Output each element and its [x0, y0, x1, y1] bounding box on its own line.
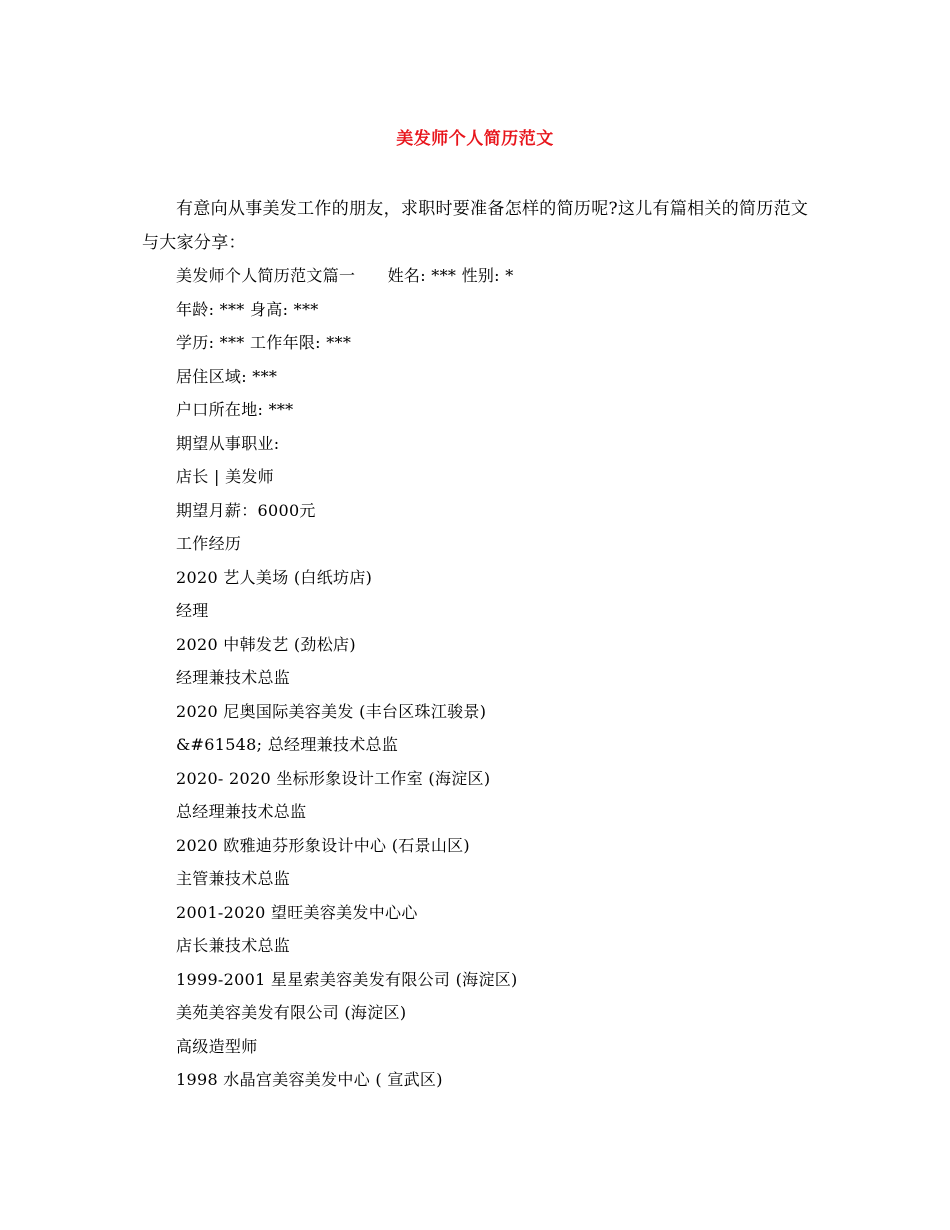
resume-line: 店长兼技术总监	[176, 936, 291, 955]
resume-line: 期望月薪：6000元	[176, 500, 316, 520]
resume-line: 经理	[176, 601, 209, 620]
resume-line: 2020 艺人美场 (白纸坊店)	[176, 567, 373, 587]
resume-line: 工作经历	[176, 534, 242, 553]
resume-line: 2001-2020 望旺美容美发中心心	[176, 902, 418, 922]
resume-line: 学历: *** 工作年限: ***	[176, 333, 352, 352]
resume-line: 高级造型师	[176, 1036, 258, 1056]
resume-line: 美苑美容美发有限公司 (海淀区)	[176, 1003, 407, 1022]
resume-line: 店长 | 美发师	[176, 467, 274, 486]
resume-line: 经理兼技术总监	[176, 668, 291, 687]
resume-line: 1998 水晶宫美容美发中心 ( 宣武区)	[176, 1070, 443, 1089]
resume-lines	[176, 259, 816, 1097]
document-title: 美发师个人简历范文	[396, 129, 554, 149]
resume-line: 2020 中韩发艺 (劲松店)	[176, 634, 356, 654]
resume-line: 户口所在地: ***	[176, 400, 294, 419]
resume-line: 年龄: *** 身高: ***	[176, 299, 319, 319]
resume-line: 2020 欧雅迪芬形象设计中心 (石景山区)	[176, 835, 470, 855]
resume-line: 居住区域: ***	[176, 366, 278, 386]
intro-paragraph: 有意向从事美发工作的朋友，求职时要准备怎样的简历呢?这儿有篇相关的简历范文与大家分享：	[142, 199, 809, 253]
resume-line: 期望从事职业:	[176, 433, 280, 453]
resume-line: 2020- 2020 坐标形象设计工作室 (海淀区)	[176, 768, 491, 788]
resume-line: 2020 尼奥国际美容美发 (丰台区珠江骏景)	[176, 701, 487, 721]
resume-line: 主管兼技术总监	[176, 869, 291, 888]
resume-line: 总经理兼技术总监	[176, 802, 307, 821]
resume-line: 1999-2001 星星索美容美发有限公司 (海淀区)	[176, 969, 518, 989]
resume-line: 美发师个人简历范文篇一 姓名: *** 性别: *	[176, 266, 514, 285]
resume-line: &#61548; 总经理兼技术总监	[176, 735, 399, 754]
